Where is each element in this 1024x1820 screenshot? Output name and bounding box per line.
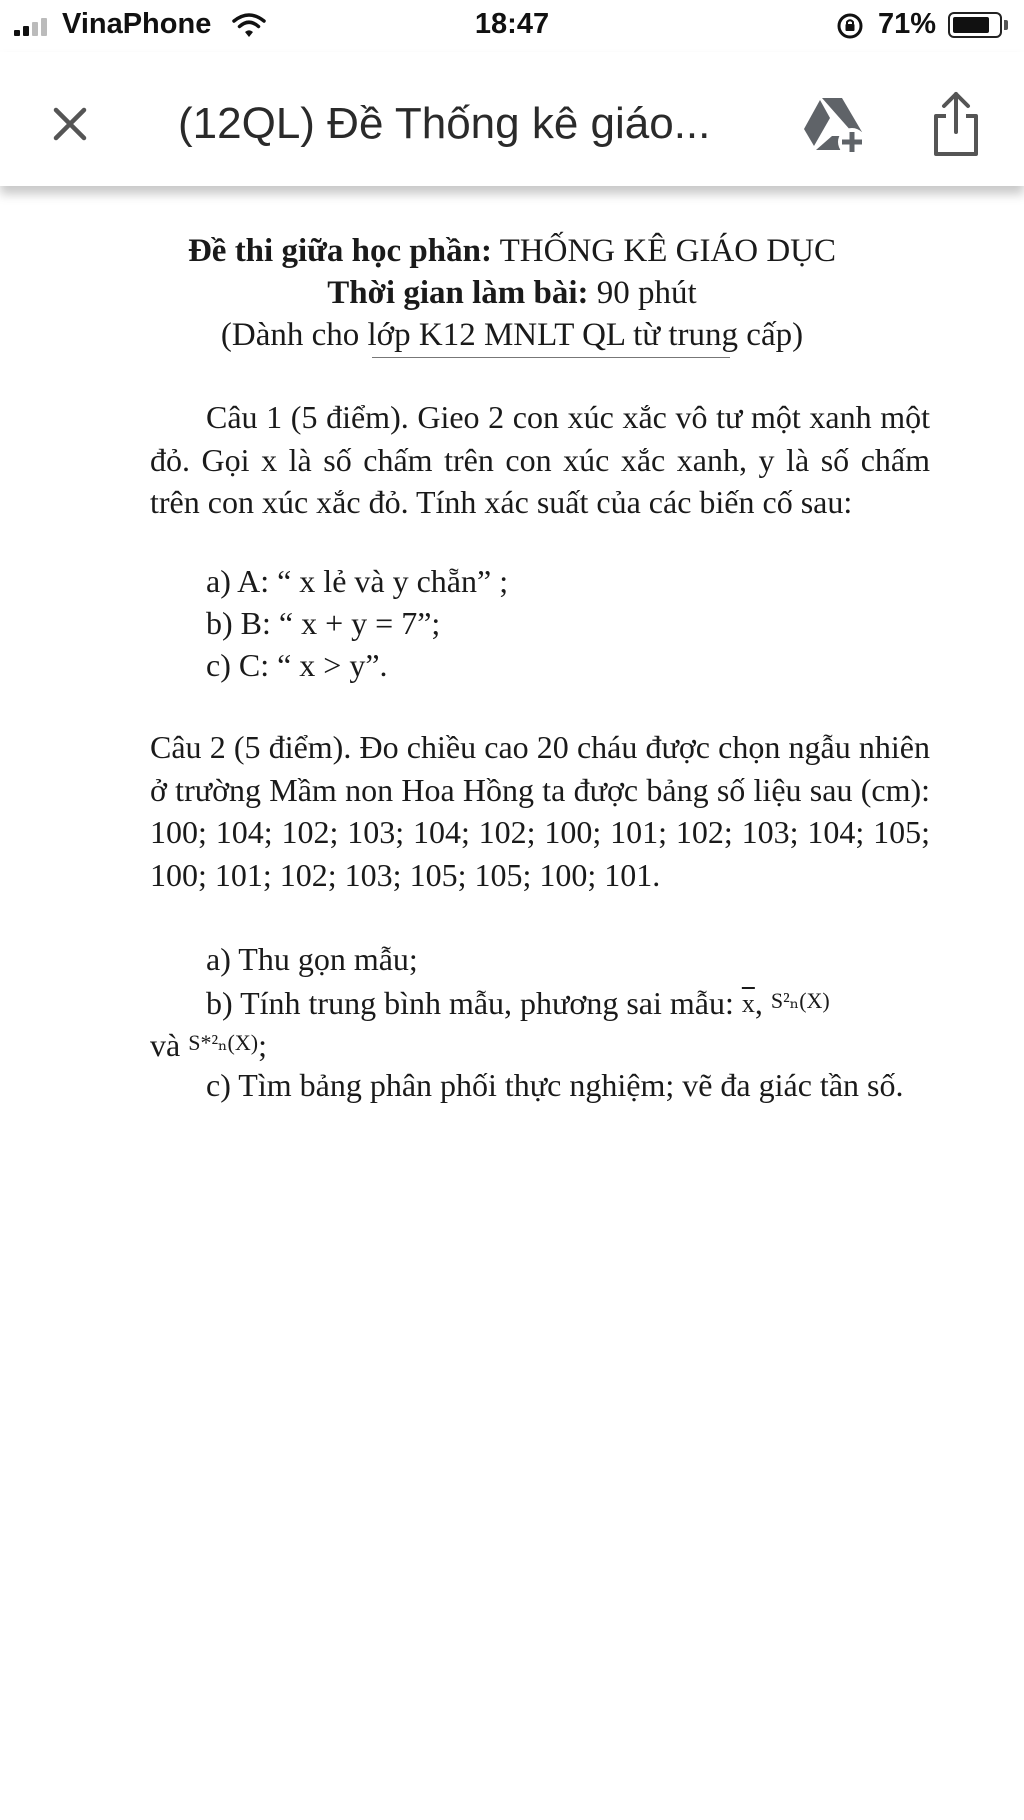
question-1-text: Câu 1 (5 điểm). Gieo 2 con xúc xắc vô tư một xanh một đỏ. Gọi x là số chấm trên con xúc xắc xanh, y là số chấm trên con xúc xắc đỏ. Tính xác suất của các biến cố sau:: [150, 399, 930, 520]
exam-title-subject: THỐNG KÊ GIÁO DỤC: [491, 233, 837, 269]
exam-title: [0, 230, 1024, 272]
question-1-item-c: c) C: “ x > y”.: [206, 647, 388, 683]
share-button[interactable]: [928, 88, 984, 160]
corrected-variance-symbol: S*²ₙ(X): [188, 1030, 259, 1055]
question-2-item-b-cont-line: [150, 1022, 930, 1067]
rotation-lock-icon: [836, 12, 864, 40]
close-button[interactable]: [38, 92, 102, 156]
battery-icon: [948, 12, 1002, 38]
question-2-item-b-cont: [150, 1022, 930, 1067]
share-icon: [928, 88, 984, 160]
sample-mean-symbol: $\overline{x}$: [741, 989, 755, 1018]
viewer-toolbar: [0, 52, 1024, 186]
item-b-end: ;: [258, 1027, 267, 1063]
document-page: [0, 186, 1024, 1820]
drive-add-icon: [800, 94, 872, 158]
battery-level: [953, 17, 989, 33]
status-time: 18:47: [474, 8, 550, 40]
exam-duration-label: Thời gian làm bài:: [327, 275, 589, 311]
conjunction-va: và: [150, 1027, 189, 1063]
question-2-text: Câu 2 (5 điểm). Đo chiều cao 20 cháu được chọn ngẫu nhiên ở trường Mầm non Hoa Hồng ta được bảng số liệu sau (cm): 100; 104; 102; 103; 104; 102; 100; 101; 102; 103; 104; 105; 100; 101; 102; 103; 105; 105; 100; 101.: [150, 729, 930, 893]
document-title: (12QL) Đề Thống kê giáo...: [178, 99, 711, 148]
question-2-item-c: [150, 1064, 930, 1107]
question-2-item-c-text: c) Tìm bảng phân phối thực nghiệm; vẽ đa giác tần số.: [206, 1067, 904, 1103]
question-1-item-a: a) A: “ x lẻ và y chẵn” ;: [206, 563, 509, 599]
close-icon: [52, 106, 88, 142]
question-2-item-b-text: b) Tính trung bình mẫu, phương sai mẫu:: [206, 985, 742, 1021]
exam-duration: [0, 272, 1024, 314]
carrier-name: VinaPhone: [62, 8, 212, 40]
exam-title-label: Đề thi giữa học phần:: [187, 233, 492, 269]
question-2-item-b: [206, 980, 830, 1025]
battery-percent: 71%: [878, 8, 937, 40]
battery-tip: [1004, 20, 1008, 30]
question-1-item-b: b) B: “ x + y = 7”;: [206, 605, 441, 641]
status-bar: [0, 0, 1024, 52]
question-2-item-a: a) Thu gọn mẫu;: [206, 941, 418, 977]
symbol-separator: ,: [754, 985, 763, 1021]
question-2: [150, 726, 930, 896]
add-to-drive-button[interactable]: [800, 94, 872, 158]
exam-duration-value: 90 phút: [588, 275, 697, 311]
exam-audience: (Dành cho lớp K12 MNLT QL từ trung cấp): [220, 317, 804, 353]
header-divider: [372, 357, 730, 358]
question-1: [150, 396, 930, 524]
sample-variance-symbol: S²ₙ(X): [770, 988, 830, 1013]
